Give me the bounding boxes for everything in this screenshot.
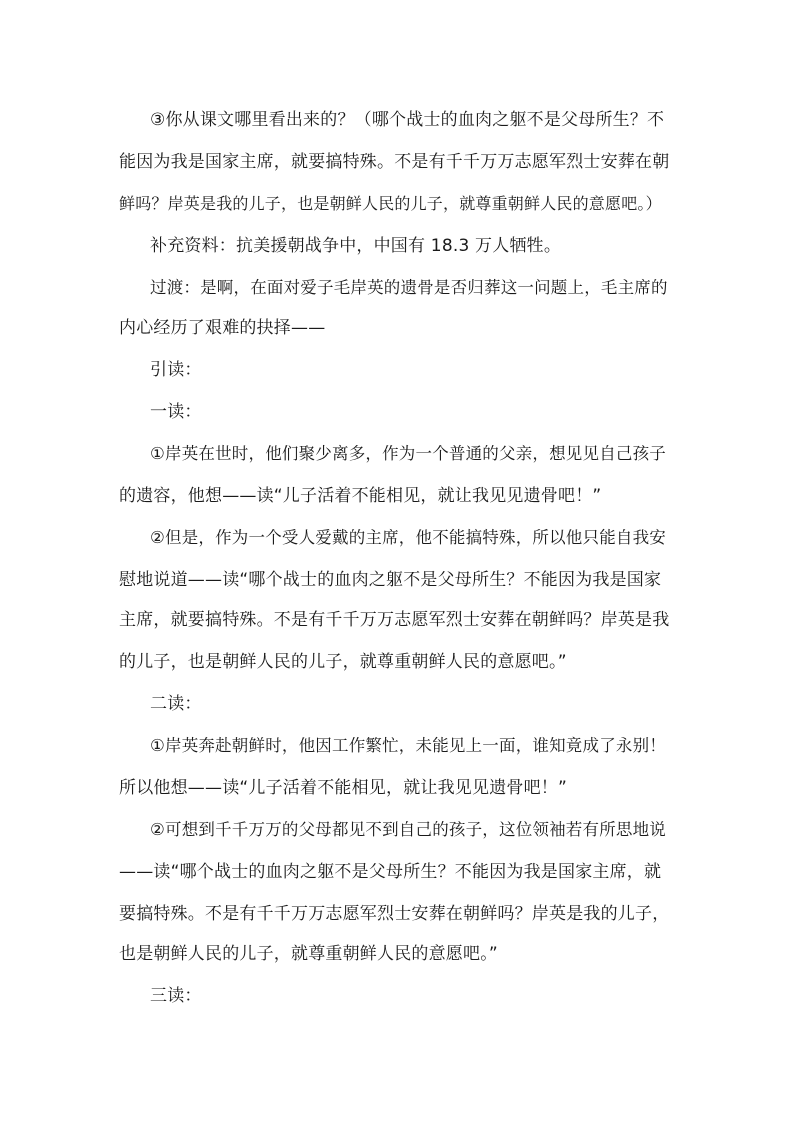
paragraph-line: ——读“哪个战士的血肉之躯不是父母所生？不能因为我是国家主席，就 <box>119 862 662 882</box>
paragraph-line: 慰地说道——读“哪个战士的血肉之躯不是父母所生？不能因为我是国家 <box>119 570 662 590</box>
paragraph-line: ②可想到千千万万的父母都见不到自己的孩子，这位领袖若有所思地说 <box>150 820 666 839</box>
paragraph-line: ③你从课文哪里看出来的？（哪个战士的血肉之躯不是父母所生？不 <box>150 110 665 130</box>
paragraph-line: 的儿子，也是朝鲜人民的儿子，就尊重朝鲜人民的意愿吧。” <box>119 652 567 672</box>
paragraph-line: ①岸英在世时，他们聚少离多，作为一个普通的父亲，想见见自己孩子 <box>150 444 666 463</box>
paragraph-line: ②但是，作为一个受人爱戴的主席，他不能搞特殊，所以他只能自我安 <box>150 528 666 547</box>
paragraph-line: 的遗容，他想——读“儿子活着不能相见，就让我见见遗骨吧！” <box>119 486 602 506</box>
paragraph-line: 能因为我是国家主席，就要搞特殊。不是有千千万万志愿军烈士安葬在朝 <box>119 152 670 172</box>
section-label: 三读： <box>150 986 202 1006</box>
paragraph-line: 过渡：是啊，在面对爱子毛岸英的遗骨是否归葬这一问题上，毛主席的 <box>150 278 668 297</box>
section-label: 引读： <box>150 360 202 380</box>
paragraph-line: 主席，就要搞特殊。不是有千千万万志愿军烈士安葬在朝鲜吗？岸英是我 <box>119 610 670 630</box>
paragraph-line: ①岸英奔赴朝鲜时，他因工作繁忙，未能见上一面，谁知竟成了永别！ <box>150 736 666 755</box>
section-label: 一读： <box>150 402 202 422</box>
paragraph-line: 补充资料：抗美援朝战争中，中国有 18.3 万人牺牲。 <box>150 236 562 256</box>
paragraph-line: 鲜吗？岸英是我的儿子，也是朝鲜人民的儿子，就尊重朝鲜人民的意愿吧。） <box>119 194 662 213</box>
section-label: 二读： <box>150 694 202 714</box>
paragraph-line: 所以他想——读“儿子活着不能相见，就让我见见遗骨吧！” <box>119 778 568 798</box>
paragraph-line: 要搞特殊。不是有千千万万志愿军烈士安葬在朝鲜吗？岸英是我的儿子， <box>119 904 670 924</box>
paragraph-line: 内心经历了艰难的抉择—— <box>119 318 326 338</box>
paragraph-line: 也是朝鲜人民的儿子，就尊重朝鲜人民的意愿吧。” <box>119 944 498 964</box>
